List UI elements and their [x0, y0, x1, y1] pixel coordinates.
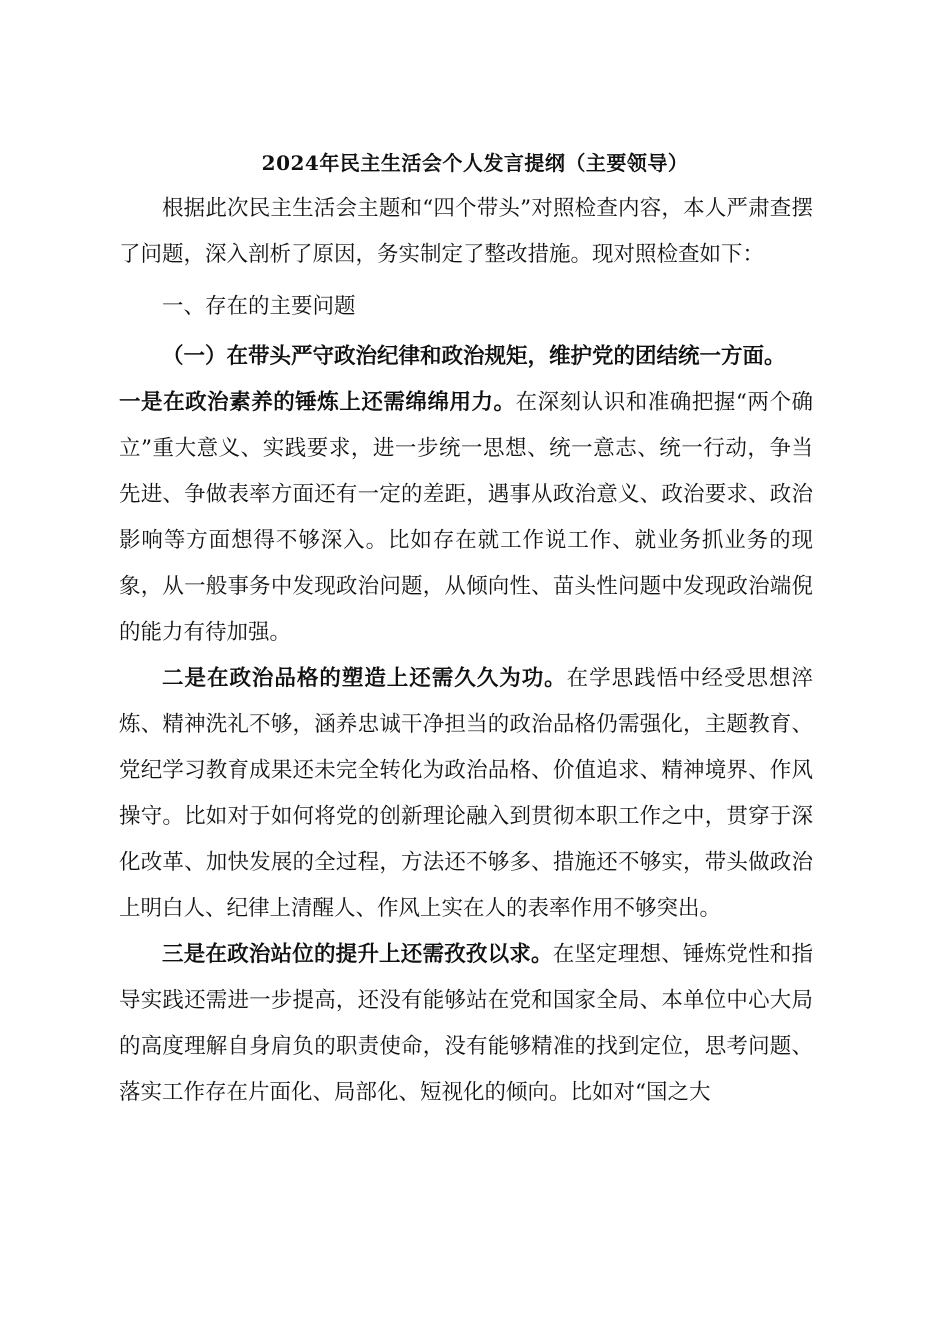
point-3-text: 在坚定理想、锤炼党性和指导实践还需进一步提高，还没有能够站在党和国家全局、本单位中心大局的高度理解自身肩负的职责使命，没有能够精准的找到定位，思考问题、落实工作存在片面化、局部化、短视化的倾向。比如对“国之大 [119, 942, 813, 1105]
subsection-heading: （一）在带头严守政治纪律和政治规矩，维护党的团结统一方面。 [162, 344, 786, 369]
intro-paragraph: 根据此次民主生活会主题和“四个带头”对照检查内容，本人严肃查摆了问题，深入剖析了原因，务实制定了整改措施。现对照检查如下： [119, 196, 813, 267]
point-1-lead: 一是在政治素养的锤炼上还需绵绵用力。 [119, 390, 516, 415]
point-1-text: 在深刻认识和准确把握“两个确立”重大意义、实践要求，进一步统一思想、统一意志、统一行动，争当先进、争做表率方面还有一定的差距，遇事从政治意义、政治要求、政治影响等方面想得不够深入。比如存在就工作说工作、就业务抓业务的现象，从一般事务中发现政治问题，从倾向性、苗头性问题中发现政治端倪的能力有待加强。 [119, 390, 813, 645]
document-title: 2024年民主生活会个人发言提纲（主要领导） [261, 151, 689, 175]
point-3-paragraph [119, 932, 813, 1116]
document-body [119, 186, 813, 1116]
point-1-paragraph [119, 380, 813, 656]
point-2-text: 在学思践悟中经受思想淬炼、精神洗礼不够，涵养忠诚干净担当的政治品格仍需强化，主题教育、党纪学习教育成果还未完全转化为政治品格、价值追求、精神境界、作风操守。比如对于如何将党的创新理论融入到贯彻本职工作之中，贯穿于深化改革、加快发展的全过程，方法还不够多、措施还不够实，带头做政治上明白人、纪律上清醒人、作风上实在人的表率作用不够突出。 [119, 666, 813, 921]
point-2-lead: 二是在政治品格的塑造上还需久久为功。 [162, 666, 567, 691]
point-2-paragraph [119, 656, 813, 932]
point-3-lead: 三是在政治站位的提升上还需孜孜以求。 [162, 942, 553, 967]
section-heading: 一、存在的主要问题 [162, 294, 356, 319]
